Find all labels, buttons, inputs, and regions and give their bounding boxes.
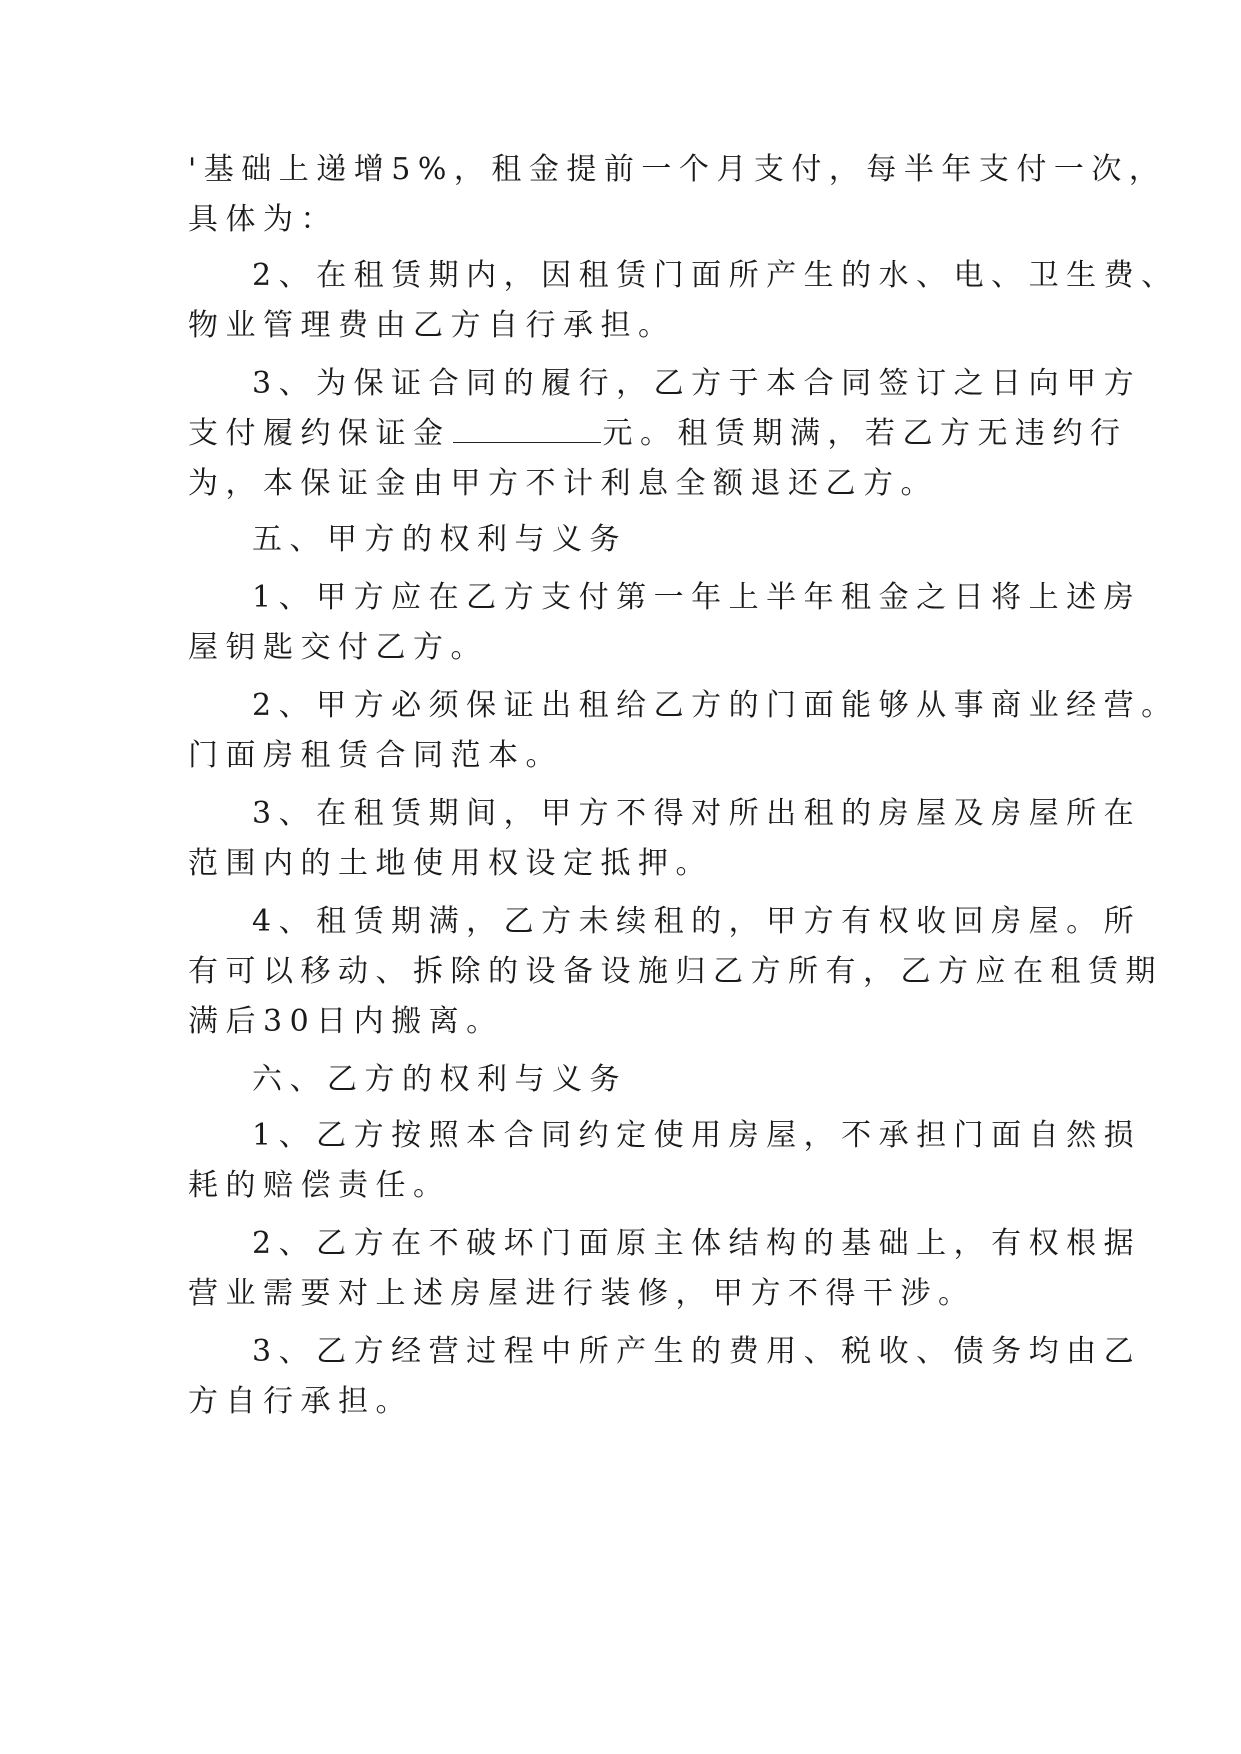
section-heading: 五、甲方的权利与义务 [252, 522, 627, 557]
paragraph-line: 1、甲方应在乙方支付第一年上半年租金之日将上述房 [252, 580, 1142, 615]
paragraph-line: 2、乙方在不破坏门面原主体结构的基础上，有权根据 [252, 1226, 1142, 1261]
section-heading: 六、乙方的权利与义务 [252, 1062, 627, 1097]
line-text-after-blank: 元。租赁期满，若乙方无违约行 [602, 416, 1128, 451]
paragraph-line-with-blank [188, 414, 1128, 454]
paragraph-line: 有可以移动、拆除的设备设施归乙方所有，乙方应在租赁期 [188, 954, 1163, 989]
paragraph-line: 4、租赁期满，乙方未续租的，甲方有权收回房屋。所 [252, 904, 1142, 939]
paragraph-line: 1、乙方按照本合同约定使用房屋，不承担门面自然损 [252, 1118, 1142, 1153]
paragraph-line: 为，本保证金由甲方不计利息全额退还乙方。 [188, 466, 938, 501]
paragraph-line: 3、为保证合同的履行，乙方于本合同签订之日向甲方 [252, 366, 1142, 401]
paragraph-line: 3、乙方经营过程中所产生的费用、税收、债务均由乙 [252, 1334, 1142, 1369]
paragraph-line: 2、甲方必须保证出租给乙方的门面能够从事商业经营。 [252, 688, 1179, 723]
paragraph-line: 满后30日内搬离。 [188, 1004, 504, 1039]
paragraph-line: 2、在租赁期内，因租赁门面所产生的水、电、卫生费、 [252, 258, 1179, 293]
paragraph-line: 物业管理费由乙方自行承担。 [188, 308, 676, 343]
paragraph-line: 门面房租赁合同范本。 [188, 738, 563, 773]
paragraph-line: 方自行承担。 [188, 1384, 413, 1419]
paragraph-line: 耗的赔偿责任。 [188, 1168, 451, 1203]
paragraph-line: 具体为： [188, 202, 338, 237]
paragraph-line: 3、在租赁期间，甲方不得对所出租的房屋及房屋所在 [252, 796, 1142, 831]
paragraph-line: '基础上递增5%，租金提前一个月支付，每半年支付一次， [188, 152, 1167, 187]
paragraph-line: 范围内的土地使用权设定抵押。 [188, 846, 713, 881]
paragraph-line: 屋钥匙交付乙方。 [188, 630, 488, 665]
line-text-before-blank: 支付履约保证金 [188, 416, 451, 451]
paragraph-line: 营业需要对上述房屋进行装修，甲方不得干涉。 [188, 1276, 976, 1311]
fill-in-blank [453, 414, 601, 443]
